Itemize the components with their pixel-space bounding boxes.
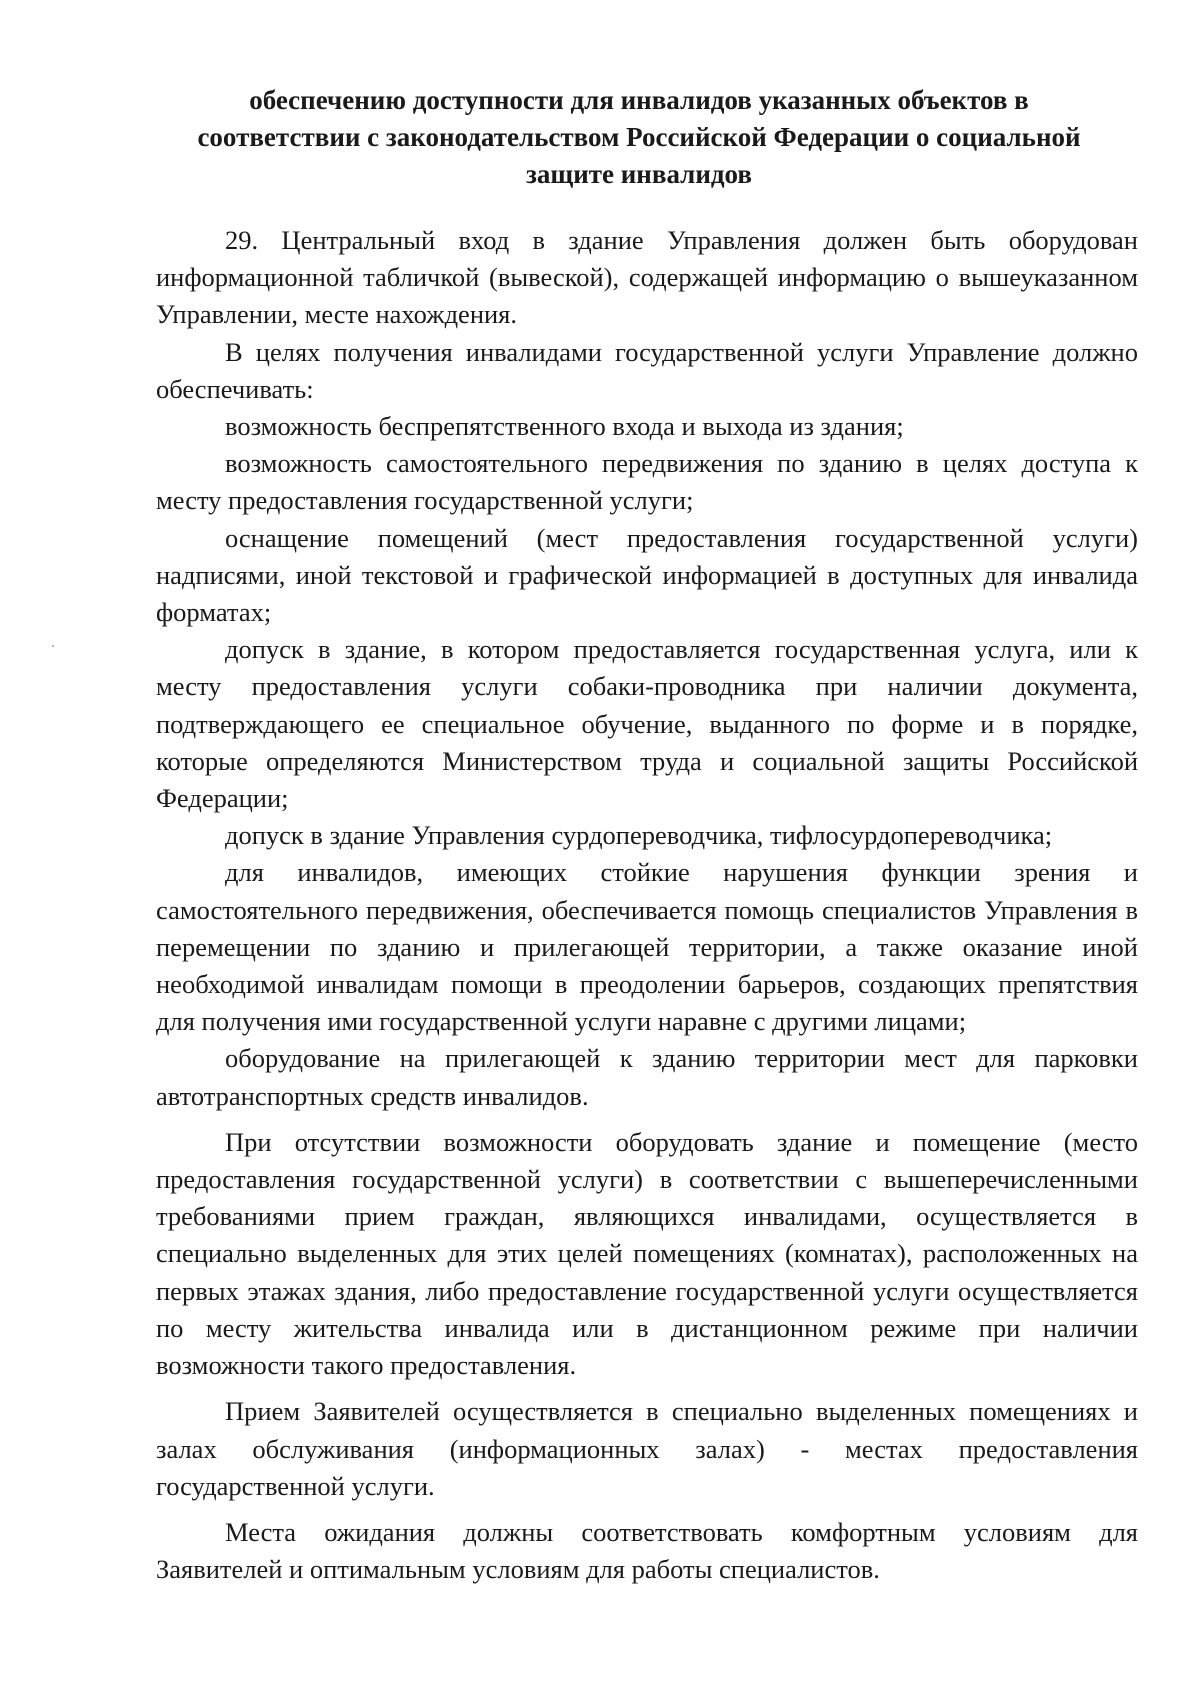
paragraph-item-29: 29. Центральный вход в здание Управления должен быть оборудован информационной табличкой (вывеской), содержащей информацию о вышеуказанном Управлении, месте нахождения. <box>156 225 1138 330</box>
list-item: оборудование на прилегающей к зданию территории мест для парковки автотранспортных средств инвалидов. <box>156 1043 1138 1111</box>
section-heading-line: соответствии с законодательством Российской Федерации о социальной <box>197 122 1081 152</box>
paragraph: При отсутствии возможности оборудовать здание и помещение (место предоставления государственной услуги) в соответствии с вышеперечисленными требованиями прием граждан, являющихся инвалидами, осуществляется в специально выделенных для этих целей помещениях (комнатах), расположенных на первых этажах здания, либо предоставление государственной услуги осуществляется по месту жительства инвалида или в дистанционном режиме при наличии возможности такого предоставления. <box>156 1126 1138 1381</box>
list-item: возможность беспрепятственного входа и выхода из здания; <box>225 411 904 442</box>
list-item: для инвалидов, имеющих стойкие нарушения функции зрения и самостоятельного передвижения, обеспечивается помощь специалистов Управления в перемещении по зданию и прилегающей территории, а также оказание иной необходимой инвалидам помощи в преодолении барьеров, создающих препятствия для получения ими государственной услуги наравне с другими лицами; <box>156 857 1138 1037</box>
section-heading-line: защите инвалидов <box>526 159 752 189</box>
paragraph: Прием Заявителей осуществляется в специально выделенных помещениях и залах обслуживания (информационных залах) - местах предоставления государственной услуги. <box>156 1396 1138 1501</box>
scan-artifact <box>52 645 54 647</box>
section-heading <box>150 82 1128 193</box>
paragraph: В целях получения инвалидами государственной услуги Управление должно обеспечивать: <box>156 336 1138 404</box>
paragraph: Места ожидания должны соответствовать комфортным условиям для Заявителей и оптимальным условиям для работы специалистов. <box>156 1516 1138 1585</box>
list-item: допуск в здание Управления сурдопереводчика, тифлосурдопереводчика; <box>225 820 1053 851</box>
section-heading-line: обеспечению доступности для инвалидов указанных объектов в <box>249 85 1029 115</box>
document-body <box>156 222 1138 1588</box>
list-item: допуск в здание, в котором предоставляется государственная услуга, или к месту предоставления услуги собаки-проводника при наличии документа, подтверждающего ее специальное обучение, выданного по форме и в порядке, которые определяются Министерством труда и социальной защиты Российской Федерации; <box>156 634 1138 814</box>
list-item: оснащение помещений (мест предоставления государственной услуги) надписями, иной текстовой и графической информацией в доступных для инвалида форматах; <box>156 522 1138 628</box>
list-item: возможность самостоятельного передвижения по зданию в целях доступа к месту предоставления государственной услуги; <box>156 448 1138 516</box>
